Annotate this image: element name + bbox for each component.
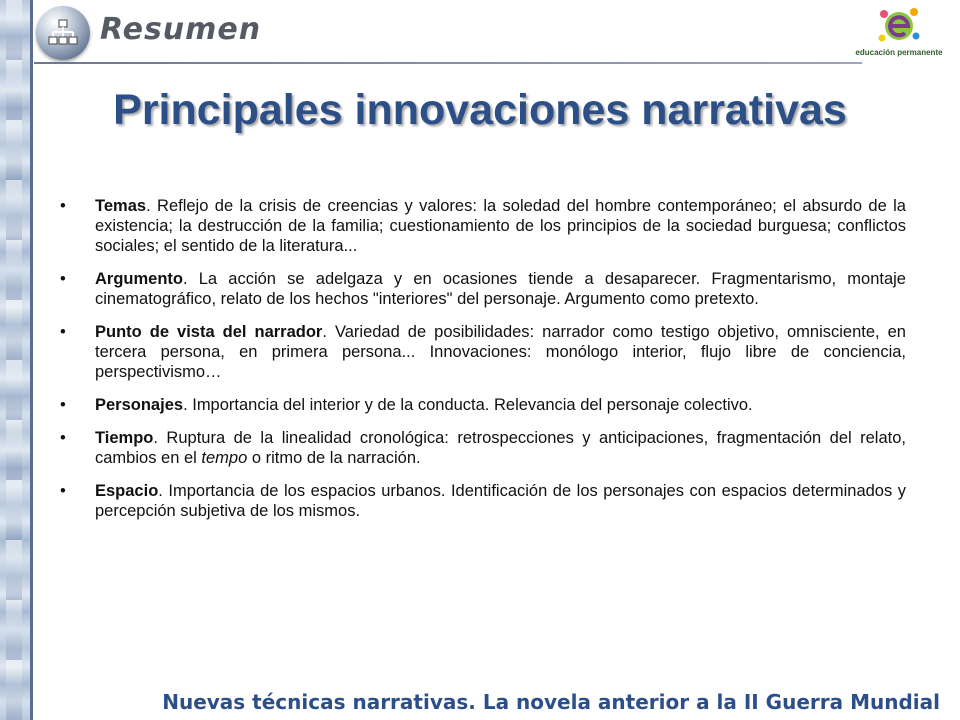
item-term: Argumento xyxy=(95,270,183,288)
brand-text: educación permanente xyxy=(855,48,943,57)
item-text: . Reflejo de la crisis de creencias y valores: la soledad del hombre contemporáneo; el absurdo de la existencia; la destrucción de la familia; cuestionamiento de los principios de la sociedad burguesa; conflictos sociales; el sentido de la literatura... xyxy=(95,197,906,255)
item-text: . Ruptura de la linealidad cronológica: retrospecciones y anticipaciones, fragmentación del relato, cambios en el xyxy=(95,429,906,467)
educacion-permanente-logo xyxy=(840,4,958,68)
list-item xyxy=(60,428,906,468)
item-text: . Importancia del interior y de la conducta. Relevancia del personaje colectivo. xyxy=(183,396,753,414)
item-text: . Importancia de los espacios urbanos. Identificación de los personajes con espacios determinados y percepción subjetiva de los mismos. xyxy=(95,482,906,520)
list-item xyxy=(60,322,906,382)
bullet-list xyxy=(60,196,906,534)
item-text: . Variedad de posibilidades: narrador como testigo objetivo, omnisciente, en tercera persona, en primera persona... Innovaciones: monólogo interior, flujo libre de conciencia, perspectivismo… xyxy=(95,323,906,381)
item-term: Personajes xyxy=(95,396,184,414)
slide-title: Principales innovaciones narrativas xyxy=(113,86,847,134)
item-term: Temas xyxy=(95,197,147,215)
list-item xyxy=(60,395,906,415)
footer-title: Nuevas técnicas narrativas. La novela anterior a la II Guerra Mundial xyxy=(162,690,940,714)
left-decorative-border xyxy=(0,0,33,720)
item-text-italic: tempo xyxy=(201,449,248,467)
header-title: Resumen xyxy=(100,12,262,47)
list-item xyxy=(60,269,906,309)
item-text: o ritmo de la narración. xyxy=(247,449,421,467)
item-text: . La acción se adelgaza y en ocasiones tiende a desaparecer. Fragmentarismo, montaje cinematográfico, relato de los hechos "interiores" del personaje. Argumento como pretexto. xyxy=(95,270,906,308)
list-item xyxy=(60,196,906,256)
header-divider xyxy=(34,62,862,64)
sitemap-icon xyxy=(36,6,90,60)
item-term: Tiempo xyxy=(95,429,154,447)
item-term: Punto de vista del narrador xyxy=(95,323,323,341)
item-term: Espacio xyxy=(95,482,159,500)
list-item xyxy=(60,481,906,521)
